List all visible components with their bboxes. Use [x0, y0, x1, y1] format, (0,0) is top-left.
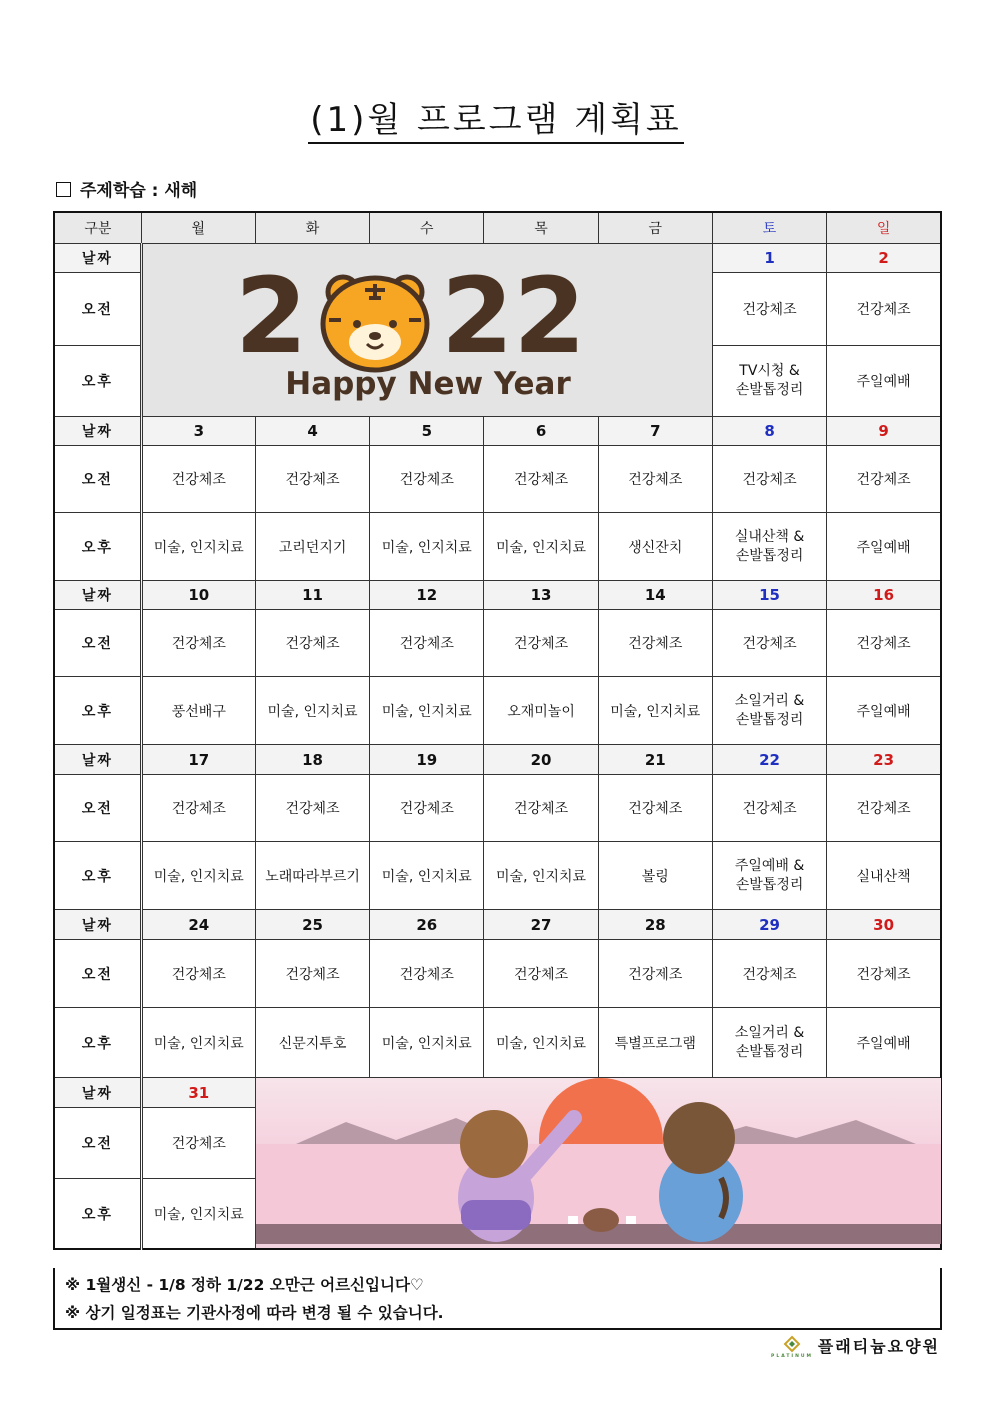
- row-label: 오후: [54, 513, 141, 581]
- row-label: 오전: [54, 1108, 141, 1179]
- schedule-cell: 건강체조: [255, 775, 369, 842]
- date-cell: 24: [141, 910, 255, 940]
- schedule-cell: 볼링: [598, 842, 712, 910]
- header-cell-saturday: 토: [712, 212, 826, 244]
- row-label: 오전: [54, 273, 141, 346]
- date-cell: 19: [370, 745, 484, 775]
- row-label: 오전: [54, 940, 141, 1008]
- date-cell: 4: [255, 417, 369, 446]
- schedule-cell: 건강체조: [255, 940, 369, 1008]
- schedule-cell: 신문지투호: [255, 1008, 369, 1078]
- schedule-cell: 건강체조: [827, 940, 941, 1008]
- note-line: ※ 상기 일정표는 기관사정에 따라 변경 될 수 있습니다.: [65, 1304, 444, 1322]
- schedule-cell: 미술, 인지치료: [370, 1008, 484, 1078]
- logo-wordmark: PLATINUM: [770, 1354, 813, 1359]
- date-cell: 14: [598, 581, 712, 610]
- schedule-cell: 주일예배: [827, 513, 941, 581]
- row-label: 오후: [54, 346, 141, 417]
- schedule-cell: 건강체조: [598, 610, 712, 677]
- checkbox-icon: [56, 182, 71, 197]
- date-cell: 2: [827, 244, 941, 273]
- schedule-cell: 건강체조: [827, 610, 941, 677]
- cell-line: 손발톱정리: [735, 876, 804, 893]
- schedule-cell: 건강체조: [484, 775, 598, 842]
- schedule-cell: 건강체조: [484, 610, 598, 677]
- schedule-cell: 생신잔치: [598, 513, 712, 581]
- schedule-cell: 미술, 인지치료: [370, 677, 484, 745]
- row-label: 날짜: [54, 910, 141, 940]
- schedule-cell: 건강체조: [484, 446, 598, 513]
- schedule-cell: 건강체조: [141, 446, 255, 513]
- schedule-cell: 건강체조: [712, 940, 826, 1008]
- pm-row: [54, 1008, 941, 1078]
- schedule-cell: 건강체조: [370, 775, 484, 842]
- cell-line: 실내산책 &: [734, 528, 805, 545]
- schedule-cell: 미술, 인지치료: [370, 513, 484, 581]
- tigers-sunrise-icon: [256, 1078, 941, 1244]
- schedule-cell: 건강체조: [827, 446, 941, 513]
- page-title: (1)월 프로그램 계획표: [0, 92, 992, 141]
- cell-line: 손발톱정리: [735, 547, 804, 564]
- date-cell: 22: [712, 745, 826, 775]
- schedule-cell: 주일예배: [827, 677, 941, 745]
- platinum-logo-icon: [770, 1336, 813, 1359]
- schedule-cell: 건강체조: [712, 610, 826, 677]
- schedule-cell: 미술, 인지치료: [141, 1179, 255, 1249]
- date-row: [54, 581, 941, 610]
- header-cell-sunday: 일: [827, 212, 941, 244]
- schedule-cell: 미술, 인지치료: [370, 842, 484, 910]
- year-digit: 22: [440, 255, 586, 377]
- date-cell: 13: [484, 581, 598, 610]
- header-cell: 구분: [54, 212, 141, 244]
- row-label: 오전: [54, 610, 141, 677]
- date-row: [54, 417, 941, 446]
- schedule-cell: 건강제조: [598, 940, 712, 1008]
- row-label: 오후: [54, 677, 141, 745]
- cell-line: 손발톱정리: [735, 1043, 804, 1060]
- schedule-cell: [712, 842, 826, 910]
- schedule-cell: 미술, 인지치료: [484, 1008, 598, 1078]
- row-label: 날짜: [54, 1078, 141, 1108]
- row-label: 날짜: [54, 417, 141, 446]
- schedule-cell: 미술, 인지치료: [141, 842, 255, 910]
- date-cell: 16: [827, 581, 941, 610]
- date-row: [54, 1078, 941, 1108]
- year-digit: 2: [234, 255, 308, 377]
- am-row: [54, 610, 941, 677]
- date-cell: 20: [484, 745, 598, 775]
- row-label: 날짜: [54, 244, 141, 273]
- schedule-cell: 노래따라부르기: [255, 842, 369, 910]
- am-row: [54, 446, 941, 513]
- schedule-cell: 건강체조: [141, 1108, 255, 1179]
- date-cell: 12: [370, 581, 484, 610]
- row-label: 오후: [54, 1008, 141, 1078]
- header-cell: 목: [484, 212, 598, 244]
- schedule-cell: [712, 1008, 826, 1078]
- schedule-cell: 실내산책: [827, 842, 941, 910]
- date-cell: 31: [141, 1078, 255, 1108]
- schedule-cell: 건강체조: [255, 610, 369, 677]
- schedule-cell: 건강체조: [141, 775, 255, 842]
- pm-row: [54, 513, 941, 581]
- date-row: [54, 745, 941, 775]
- row-label: 날짜: [54, 745, 141, 775]
- schedule-cell: 건강체조: [370, 446, 484, 513]
- schedule-table: [53, 211, 942, 1250]
- date-cell: 6: [484, 417, 598, 446]
- schedule-cell: 건강체조: [598, 775, 712, 842]
- header-cell: 화: [255, 212, 369, 244]
- date-cell: 11: [255, 581, 369, 610]
- date-cell: 5: [370, 417, 484, 446]
- cell-line: TV시청 &: [739, 363, 800, 379]
- schedule-cell: 건강체조: [370, 610, 484, 677]
- row-label: 날짜: [54, 581, 141, 610]
- schedule-cell: 오재미놀이: [484, 677, 598, 745]
- date-cell: 9: [827, 417, 941, 446]
- schedule-cell: 미술, 인지치료: [484, 513, 598, 581]
- schedule-cell: 건강체조: [827, 775, 941, 842]
- schedule-cell: 건강체조: [712, 775, 826, 842]
- schedule-cell: 미술, 인지치료: [141, 1008, 255, 1078]
- schedule-cell: 건강체조: [827, 273, 941, 346]
- date-cell: 25: [255, 910, 369, 940]
- schedule-cell: 건강체조: [255, 446, 369, 513]
- schedule-cell: 주일예배: [827, 1008, 941, 1078]
- row-label: 오전: [54, 446, 141, 513]
- date-cell: 18: [255, 745, 369, 775]
- row-label: 오전: [54, 775, 141, 842]
- note-line: ※ 1월생신 - 1/8 정하 1/22 오만근 어르신입니다♡: [65, 1276, 424, 1294]
- pm-row: [54, 677, 941, 745]
- schedule-cell: 건강체조: [141, 940, 255, 1008]
- date-cell: 3: [141, 417, 255, 446]
- am-row: [54, 775, 941, 842]
- schedule-cell: [712, 513, 826, 581]
- date-cell: 27: [484, 910, 598, 940]
- schedule-cell: 건강체조: [712, 446, 826, 513]
- tiger-2022-illustration: [143, 244, 713, 412]
- cell-line: 손발톱정리: [735, 711, 804, 728]
- row-label: 오후: [54, 842, 141, 910]
- header-row: [54, 212, 941, 244]
- date-row: [54, 244, 941, 273]
- date-cell: 21: [598, 745, 712, 775]
- pm-row: [54, 842, 941, 910]
- schedule-cell: 건강체조: [712, 273, 826, 346]
- banner-text: Happy New Year: [284, 366, 571, 402]
- schedule-cell: 건강체조: [141, 610, 255, 677]
- schedule-cell: 미술, 인지치료: [598, 677, 712, 745]
- tiger-face-icon: [323, 277, 427, 370]
- schedule-cell: 건강체조: [370, 940, 484, 1008]
- schedule-cell: 고리던지기: [255, 513, 369, 581]
- tiger-back-right: [659, 1102, 743, 1242]
- date-cell: 28: [598, 910, 712, 940]
- date-cell: 10: [141, 581, 255, 610]
- footer-brand: PLATINUM 플래티늄요양원: [770, 1337, 940, 1359]
- date-cell: 1: [712, 244, 826, 273]
- date-cell: 30: [827, 910, 941, 940]
- schedule-cell: 풍선배구: [141, 677, 255, 745]
- schedule-cell: 미술, 인지치료: [141, 513, 255, 581]
- date-cell: 15: [712, 581, 826, 610]
- schedule-cell: 주일예배: [827, 346, 941, 417]
- cell-line: 손발톱정리: [735, 382, 804, 398]
- cell-line: 소일거리 &: [734, 692, 805, 709]
- notes-box: [53, 1268, 942, 1330]
- date-row: [54, 910, 941, 940]
- header-cell: 월: [141, 212, 255, 244]
- schedule-cell: 미술, 인지치료: [484, 842, 598, 910]
- new-year-banner: [141, 244, 712, 417]
- schedule-cell: [712, 346, 826, 417]
- date-cell: 29: [712, 910, 826, 940]
- sunrise-illustration: [255, 1078, 941, 1250]
- date-cell: 17: [141, 745, 255, 775]
- schedule-cell: 미술, 인지치료: [255, 677, 369, 745]
- cell-line: 주일예배 &: [734, 857, 805, 874]
- date-cell: 23: [827, 745, 941, 775]
- row-label: 오후: [54, 1179, 141, 1249]
- schedule-cell: 건강체조: [598, 446, 712, 513]
- schedule-cell: 특별프로그램: [598, 1008, 712, 1078]
- date-cell: 8: [712, 417, 826, 446]
- subject-line: 주제학습 : 새해: [56, 176, 197, 201]
- schedule-cell: 건강체조: [484, 940, 598, 1008]
- am-row: [54, 940, 941, 1008]
- date-cell: 7: [598, 417, 712, 446]
- header-cell: 금: [598, 212, 712, 244]
- date-cell: 26: [370, 910, 484, 940]
- header-cell: 수: [370, 212, 484, 244]
- schedule-cell: [712, 677, 826, 745]
- cell-line: 소일거리 &: [734, 1024, 805, 1041]
